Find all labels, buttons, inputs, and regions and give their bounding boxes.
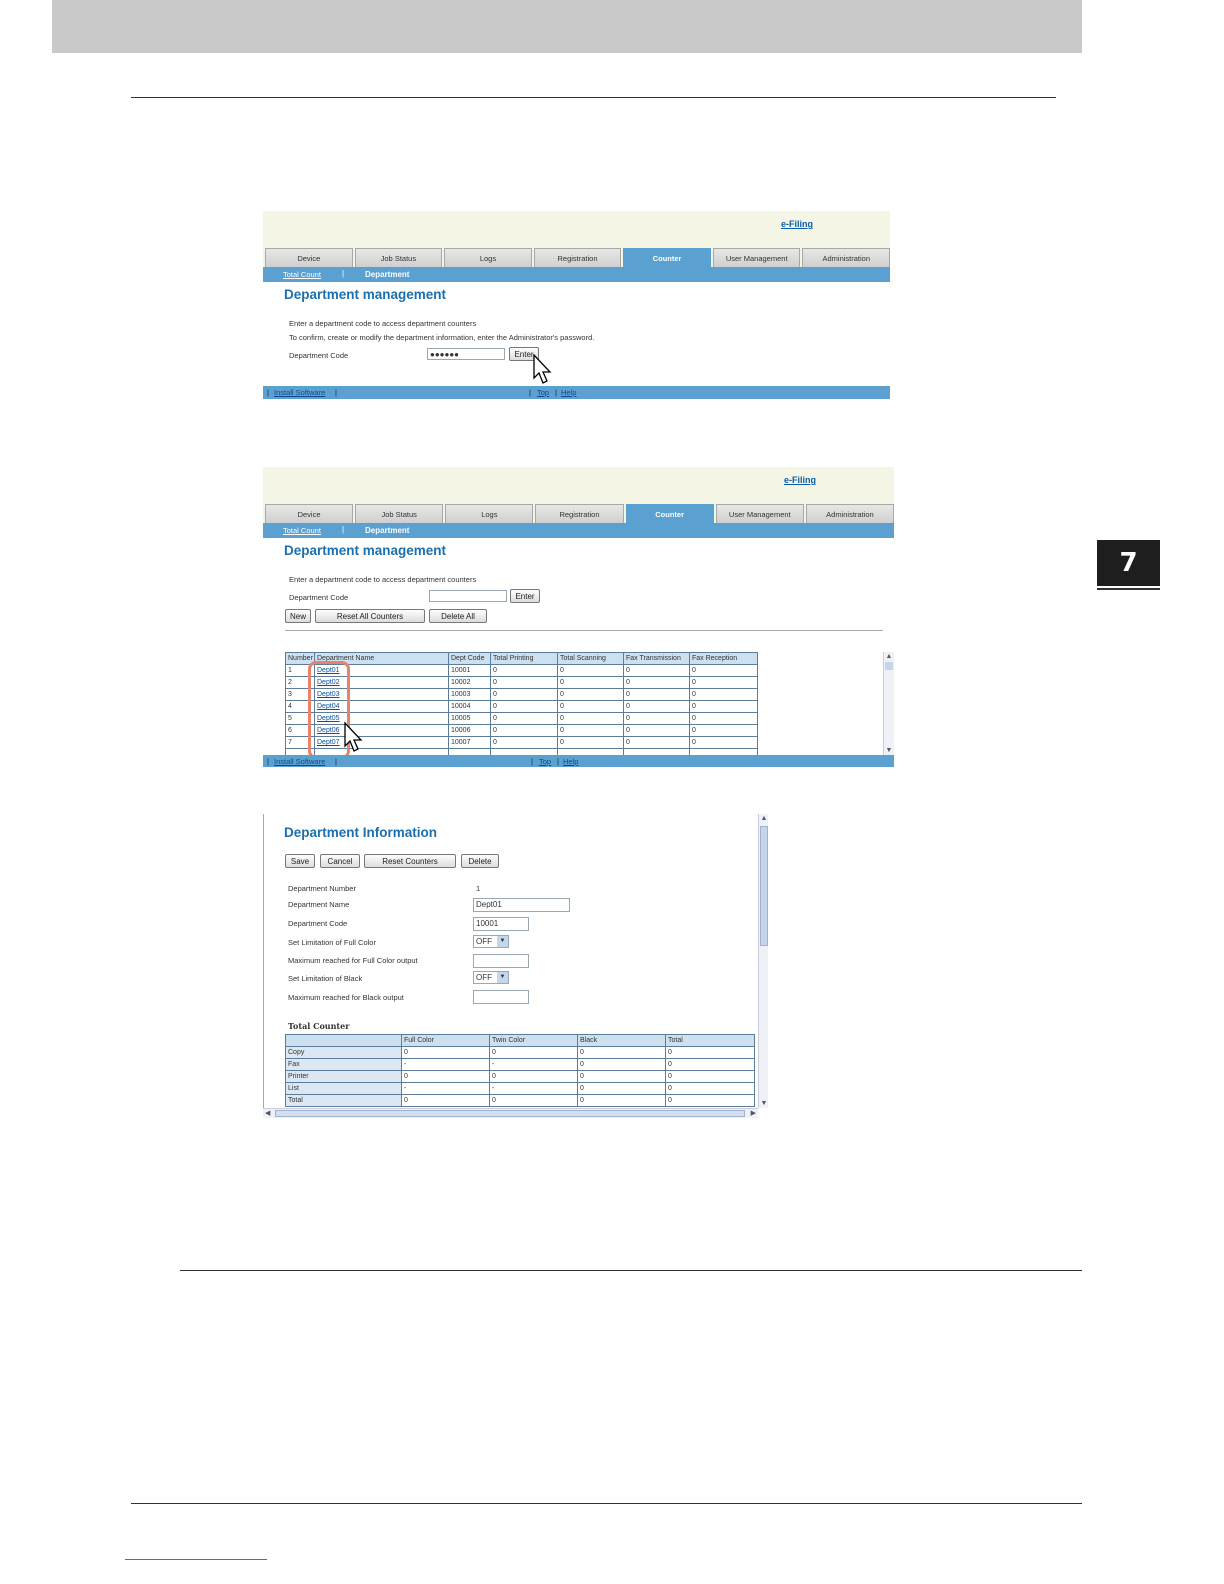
cell-number: 6 [286, 725, 315, 737]
tab-device[interactable]: Device [265, 248, 353, 267]
screenshot-dept-info [263, 814, 768, 1118]
screenshot-dept-list [263, 467, 894, 767]
full-color-max-input[interactable] [473, 954, 529, 968]
footer-rule [131, 1503, 1082, 1504]
header-rule [131, 97, 1056, 98]
cell-fax-tx: 0 [624, 677, 690, 689]
cell-code: 10002 [449, 677, 491, 689]
cell-twin-color: - [490, 1059, 578, 1071]
col-department-name: Department Name [315, 653, 449, 665]
full-color-max-label: Maximum reached for Full Color output [288, 956, 418, 965]
row-label: List [286, 1083, 402, 1095]
horizontal-scrollbar[interactable] [263, 1108, 758, 1118]
delete-button[interactable]: Delete [461, 854, 499, 868]
tab-device[interactable]: Device [265, 504, 353, 523]
cell-printing: 0 [491, 689, 558, 701]
dept-code-label: Department Code [289, 351, 349, 360]
dept-link[interactable]: Dept03 [317, 691, 340, 698]
black-max-label: Maximum reached for Black output [288, 993, 404, 1002]
col-full-color: Full Color [402, 1035, 490, 1047]
table-row [286, 1071, 755, 1083]
dept-link[interactable]: Dept06 [317, 727, 340, 734]
top-link[interactable]: Top [539, 757, 552, 766]
cell-fax-tx: 0 [624, 689, 690, 701]
table-row [286, 1047, 755, 1059]
help-link[interactable]: Help [561, 388, 577, 397]
dept-code-input[interactable] [429, 590, 507, 602]
cell-number: 7 [286, 737, 315, 749]
subnav-total-count[interactable]: Total Count [283, 526, 321, 535]
total-counter-title: Total Counter [288, 1021, 350, 1031]
scroll-down-icon[interactable]: ▼ [885, 747, 893, 754]
cell-scanning: 0 [558, 701, 624, 713]
page-title: Department management [284, 287, 447, 302]
cell-full-color: - [402, 1059, 490, 1071]
dept-name-label: Department Name [288, 900, 350, 909]
tab-registration[interactable]: Registration [535, 504, 623, 523]
cell-full-color: - [402, 1083, 490, 1095]
cell-fax-rx: 0 [690, 725, 758, 737]
cell-number: 4 [286, 701, 315, 713]
tab-counter[interactable]: Counter [626, 504, 714, 523]
chapter-tab-underline [1097, 588, 1160, 590]
scroll-left-icon[interactable]: ◀ [265, 1110, 271, 1117]
frame-left-border [263, 814, 264, 1108]
col-dept-code: Dept Code [449, 653, 491, 665]
cell-scanning: 0 [558, 713, 624, 725]
tab-administration[interactable]: Administration [802, 248, 890, 267]
tab-registration[interactable]: Registration [534, 248, 622, 267]
cell-full-color: 0 [402, 1071, 490, 1083]
cell-scanning: 0 [558, 737, 624, 749]
cell-number: 2 [286, 677, 315, 689]
install-software-link[interactable]: Install Software [274, 388, 326, 397]
black-limit-select[interactable] [473, 971, 509, 984]
top-link[interactable]: Top [537, 388, 550, 397]
dept-code-label: Department Code [289, 593, 349, 602]
cell-full-color: 0 [402, 1095, 490, 1107]
cell-fax-tx: 0 [624, 701, 690, 713]
cell-twin-color: 0 [490, 1095, 578, 1107]
scroll-thumb[interactable] [760, 826, 768, 946]
mouse-cursor-icon [344, 722, 364, 754]
sub-navigation [263, 267, 890, 282]
screenshot-dept-login [263, 211, 890, 399]
cell-total: 0 [666, 1047, 755, 1059]
tab-job-status[interactable]: Job Status [355, 504, 443, 523]
cell-code: 10003 [449, 689, 491, 701]
cell-twin-color: 0 [490, 1071, 578, 1083]
main-tabs [263, 248, 890, 267]
cell-code: 10005 [449, 713, 491, 725]
cell-number: 1 [286, 665, 315, 677]
enter-button[interactable]: Enter [510, 589, 540, 603]
dept-link[interactable]: Dept04 [317, 703, 340, 710]
scroll-up-icon[interactable]: ▲ [885, 653, 893, 660]
col-total-printing: Total Printing [491, 653, 558, 665]
black-limit-label: Set Limitation of Black [288, 974, 363, 983]
tab-administration[interactable]: Administration [806, 504, 894, 523]
col-fax-transmission: Fax Transmission [624, 653, 690, 665]
subnav-total-count[interactable]: Total Count [283, 270, 321, 279]
scroll-right-icon[interactable]: ▶ [750, 1110, 756, 1117]
table-row [286, 1083, 755, 1095]
cancel-button[interactable]: Cancel [320, 854, 360, 868]
tab-logs[interactable]: Logs [445, 504, 533, 523]
full-color-limit-label: Set Limitation of Full Color [288, 938, 376, 947]
dept-link[interactable]: Dept02 [317, 679, 340, 686]
table-row [286, 701, 758, 713]
cell-black: 0 [578, 1071, 666, 1083]
col-total: Total [666, 1035, 755, 1047]
cell-fax-tx: 0 [624, 665, 690, 677]
cell-fax-tx: 0 [624, 725, 690, 737]
reset-all-counters-button[interactable]: Reset All Counters [315, 609, 425, 623]
col-blank [286, 1035, 402, 1047]
dept-code-label: Department Code [288, 919, 348, 928]
table-header-row [286, 1035, 755, 1047]
install-software-link[interactable]: Install Software [274, 757, 326, 766]
divider [285, 630, 883, 631]
save-button[interactable]: Save [285, 854, 315, 868]
instruction-line-1: Enter a department code to access department counters [289, 319, 477, 328]
cell-fax-rx: 0 [690, 737, 758, 749]
cell-total: 0 [666, 1059, 755, 1071]
scroll-thumb[interactable] [275, 1110, 745, 1117]
cell-printing: 0 [491, 737, 558, 749]
scroll-down-icon[interactable]: ▼ [760, 1100, 768, 1107]
dept-link[interactable]: Dept01 [317, 667, 340, 674]
section-rule [180, 1270, 1082, 1271]
app-header [263, 211, 890, 248]
cell-number: 5 [286, 713, 315, 725]
full-color-limit-select[interactable] [473, 935, 509, 948]
table-row [286, 1095, 755, 1107]
scroll-thumb[interactable] [885, 662, 893, 670]
subnav-separator: | [342, 525, 345, 534]
page-title: Department Information [284, 825, 438, 840]
chevron-down-icon[interactable]: ▼ [497, 972, 508, 983]
cell-total: 0 [666, 1083, 755, 1095]
cell-total: 0 [666, 1095, 755, 1107]
table-row [286, 677, 758, 689]
enter-button[interactable]: Enter [509, 347, 539, 361]
page-title: Department management [284, 543, 447, 558]
cell-scanning: 0 [558, 689, 624, 701]
cell-scanning: 0 [558, 677, 624, 689]
tab-user-management[interactable]: User Management [716, 504, 804, 523]
chevron-down-icon[interactable]: ▼ [497, 936, 508, 947]
app-footer: | Install Software | | Top | Help [263, 386, 890, 399]
page-header-bar [52, 0, 1082, 53]
col-fax-reception: Fax Reception [690, 653, 758, 665]
dept-number-label: Department Number [288, 884, 356, 893]
dept-link[interactable]: Dept07 [317, 739, 340, 746]
col-total-scanning: Total Scanning [558, 653, 624, 665]
col-black: Black [578, 1035, 666, 1047]
table-scrollbar[interactable] [883, 652, 894, 755]
row-label: Fax [286, 1059, 402, 1071]
table-row [286, 689, 758, 701]
dept-code-input[interactable]: 10001 [473, 917, 529, 931]
cell-scanning: 0 [558, 725, 624, 737]
dept-name-input[interactable]: Dept01 [473, 898, 570, 912]
sub-navigation [263, 523, 894, 538]
cell-fax-rx: 0 [690, 701, 758, 713]
cell-code: 10007 [449, 737, 491, 749]
tab-logs[interactable]: Logs [444, 248, 532, 267]
cell-black: 0 [578, 1083, 666, 1095]
instruction-line-1: Enter a department code to access department counters [289, 575, 477, 584]
help-link[interactable]: Help [563, 757, 579, 766]
cell-full-color: 0 [402, 1047, 490, 1059]
cell-printing: 0 [491, 725, 558, 737]
cell-fax-tx: 0 [624, 713, 690, 725]
efiling-link[interactable]: e-Filing [781, 219, 813, 229]
cell-printing: 0 [491, 665, 558, 677]
row-label: Total [286, 1095, 402, 1107]
cell-printing: 0 [491, 713, 558, 725]
subnav-separator: | [342, 269, 345, 278]
col-twin-color: Twin Color [490, 1035, 578, 1047]
row-label: Printer [286, 1071, 402, 1083]
cell-number: 3 [286, 689, 315, 701]
delete-all-button[interactable]: Delete All [429, 609, 487, 623]
cell-fax-rx: 0 [690, 677, 758, 689]
cell-code: 10006 [449, 725, 491, 737]
full-color-limit-value: OFF [476, 937, 492, 946]
col-number: Number [286, 653, 315, 665]
tab-counter[interactable]: Counter [623, 248, 711, 267]
scroll-up-icon[interactable]: ▲ [760, 815, 768, 822]
cell-black: 0 [578, 1095, 666, 1107]
efiling-link[interactable]: e-Filing [784, 475, 816, 485]
vertical-scrollbar[interactable] [758, 814, 768, 1108]
instruction-line-2: To confirm, create or modify the department information, enter the Administrator's password. [289, 333, 595, 342]
cell-fax-rx: 0 [690, 665, 758, 677]
dept-number-value: 1 [476, 884, 481, 893]
cell-scanning: 0 [558, 665, 624, 677]
table-header-row [286, 653, 758, 665]
cell-black: 0 [578, 1047, 666, 1059]
cell-printing: 0 [491, 701, 558, 713]
main-tabs [263, 504, 894, 523]
mouse-cursor-icon [533, 354, 553, 386]
cell-twin-color: 0 [490, 1047, 578, 1059]
cell-code: 10004 [449, 701, 491, 713]
cell-total: 0 [666, 1071, 755, 1083]
row-label: Copy [286, 1047, 402, 1059]
cell-fax-rx: 0 [690, 713, 758, 725]
subnav-department[interactable]: Department [365, 270, 410, 279]
cell-black: 0 [578, 1059, 666, 1071]
subnav-department[interactable]: Department [365, 526, 410, 535]
black-max-input[interactable] [473, 990, 529, 1004]
dept-code-input[interactable]: ●●●●●● [427, 348, 505, 360]
table-row [286, 1059, 755, 1071]
cell-fax-rx: 0 [690, 689, 758, 701]
cell-code: 10001 [449, 665, 491, 677]
cell-fax-tx: 0 [624, 737, 690, 749]
total-counter-table [285, 1034, 755, 1107]
footer-link-underline [125, 1559, 267, 1560]
reset-counters-button[interactable]: Reset Counters [364, 854, 456, 868]
tab-job-status[interactable]: Job Status [355, 248, 443, 267]
app-header [263, 467, 894, 504]
tab-user-management[interactable]: User Management [713, 248, 801, 267]
cell-printing: 0 [491, 677, 558, 689]
app-footer: | Install Software | | Top | Help [263, 755, 894, 767]
chapter-tab: 7 [1097, 540, 1160, 586]
table-row [286, 665, 758, 677]
black-limit-value: OFF [476, 973, 492, 982]
cell-twin-color: - [490, 1083, 578, 1095]
new-button[interactable]: New [285, 609, 311, 623]
dept-link[interactable]: Dept05 [317, 715, 340, 722]
